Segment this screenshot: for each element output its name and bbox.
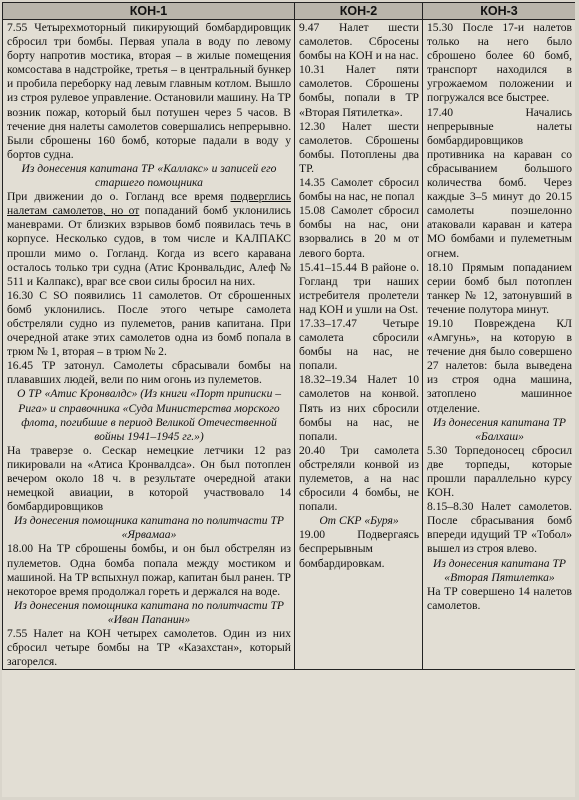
column-kon-1 — [3, 20, 295, 670]
document-page — [2, 2, 575, 797]
log-entry: 16.45 ТР затонул. Самолеты сбрасывали бомбы на плававших людей, вели по ним огонь из пулеметов. — [7, 359, 291, 387]
header-row — [3, 3, 576, 20]
log-entry: 7.55 Четырехмоторный пикирующий бомбардировщик сбросил три бомбы. Первая упала в воду по левому борту напротив мостика, вторая – в жилые помещения комсостава в надстройке, третья – в центральный бункер и пробила переборку над левым главным котлом. Вышло из строя рулевое управление. Остановили машину. На ТР возник пожар, который был потушен через 5 часов. В течение дня налеты самолетов совершались непрерывно. Были сброшены 160 бомб, которые падали в воду у бортов судна. — [7, 21, 291, 161]
source-note: Из донесения капитана ТР «Балхаш» — [433, 415, 566, 443]
log-entry-text: При движении до о. Гогланд все время — [7, 190, 231, 204]
source-note: О ТР «Атис Кронвалдс» (Из книги «Порт приписки – Рига» и справочника «Суда Министерства морского флота, погибшие в период Великой Отечественной войны 1941–1945 гг.») — [16, 387, 282, 443]
log-entry: 10.31 Налет пяти самолетов. Сброшены бомбы, попали в ТР «Вторая Пятилетка». — [299, 63, 419, 119]
log-entry: 9.47 Налет шести самолетов. Сбросены бомбы на КОН и на нас. — [299, 21, 419, 63]
source-note: Из донесения капитана ТР «Вторая Пятилетка» — [433, 556, 566, 584]
log-entry: 19.10 Повреждена КЛ «Амгунь», на которую в течение дня было совершено 27 налетов: была выведена из строя одна машина, затоплено машинное отделение. — [427, 316, 572, 415]
header-kon-3: КОН-3 — [423, 3, 576, 20]
log-entry: 18.10 Прямым попаданием серии бомб был потоплен танкер № 12, затонувший в течение полутора минут. — [427, 260, 572, 316]
source-note: Из донесения помощника капитана по политчасти ТР «Иван Папанин» — [13, 598, 285, 626]
header-kon-1: КОН-1 — [3, 3, 295, 20]
log-entry: 15.41–15.44 В районе о. Гогланд три наших истребителя пролетели над КОН и ушли на Ost. — [299, 260, 419, 316]
source-note: Из донесения капитана ТР «Каллакс» и записей его старшего помощника — [21, 161, 277, 190]
source-note: Из донесения помощника капитана по политчасти ТР «Ярвамаа» — [13, 514, 285, 542]
log-entry — [7, 190, 291, 289]
underlined-text: подверглись налетам самолетов, но от — [7, 190, 291, 218]
log-entry: 20.40 Три самолета обстреляли конвой из пулеметов, а на нас сбросили 4 бомбы, не попали. — [299, 443, 419, 514]
log-entry: 16.30 С SO появились 11 самолетов. От сброшенных бомб уклонились. После этого четыре самолета обстреляли судно из пулеметов, ранив капитана. При очередной атаке этих самолетов одна из бомб попала в трюм № 1, вторая – в трюм № 2. — [7, 288, 291, 359]
log-entry: 15.30 После 17-и налетов только на него было сброшено более 60 бомб, транспорт находился в угрожаемом положении и погружался все быстрее. — [427, 21, 572, 105]
log-entry: 15.08 Самолет сбросил бомбы на нас, они взорвались в 20 м от левого борта. — [299, 204, 419, 260]
log-entry: 17.40 Начались непрерывные налеты бомбардировщиков противника на караван со сбрасыванием большого количества бомб. Через каждые 3–5 минут до 20.15 самолеты поэшелонно атаковали караван и катера МО бомбами и пулеметным огнем. — [427, 105, 572, 260]
log-entry-text: попаданий бомб уклонились маневрами. От близких взрывов бомб появилась течь в корпусе. Несколько судов, в том числе и КАЛПАКС прошли мимо о. Гогланд. Когда из всего каравана осталось только три судна (Атис Кронвальдис, Алеф № 511 и Калпакс), враг все свои силы бросил на них. — [7, 204, 291, 288]
column-kon-2 — [295, 20, 423, 670]
log-entry: 17.33–17.47 Четыре самолета сбросили бомбы на нас, не попали. — [299, 316, 419, 373]
log-entry: На ТР совершено 14 налетов самолетов. — [427, 584, 572, 612]
log-entry: 8.15–8.30 Налет самолетов. После сбрасывания бомб впереди идущий ТР «Тобол» вышел из строя влево. — [427, 500, 572, 556]
header-kon-2: КОН-2 — [295, 3, 423, 20]
log-entry: На траверзе о. Сескар немецкие летчики 12 раз пикировали на «Атиса Кронвалдса». Он был потоплен вечером около 18 ч. в результате очередной атаки немецкой авиации, в которой участвовало 14 бомбардировщиков — [7, 443, 291, 514]
body-row — [3, 20, 576, 670]
log-entry: 14.35 Самолет сбросил бомбы на нас, не попал — [299, 176, 419, 204]
log-entry: 12.30 Налет шести самолетов. Сброшены бомбы. Потоплены два ТР. — [299, 119, 419, 175]
log-entry: 5.30 Торпедоносец сбросил две торпеды, которые прошли параллельно курсу КОН. — [427, 443, 572, 500]
log-entry: 19.00 Подвергаясь беспрерывным бомбардировкам. — [299, 528, 419, 570]
log-entry: 18.00 На ТР сброшены бомбы, и он был обстрелян из пулеметов. Одна бомба попала между мостиком и машиной. На ТР вспыхнул пожар, капитан был ранен. ТР некоторое время продолжал гореть и держался на воде. — [7, 542, 291, 598]
log-entry: 18.32–19.34 Налет 10 самолетов на конвой. Пять из них сбросили бомбы на нас, не попали. — [299, 373, 419, 443]
log-entry: 7.55 Налет на КОН четырех самолетов. Один из них сбросил четыре бомбы на ТР «Казахстан», который загорелся. — [7, 627, 291, 669]
convoy-table — [2, 2, 575, 670]
column-kon-3 — [423, 20, 576, 670]
source-note: От СКР «Буря» — [319, 514, 399, 528]
